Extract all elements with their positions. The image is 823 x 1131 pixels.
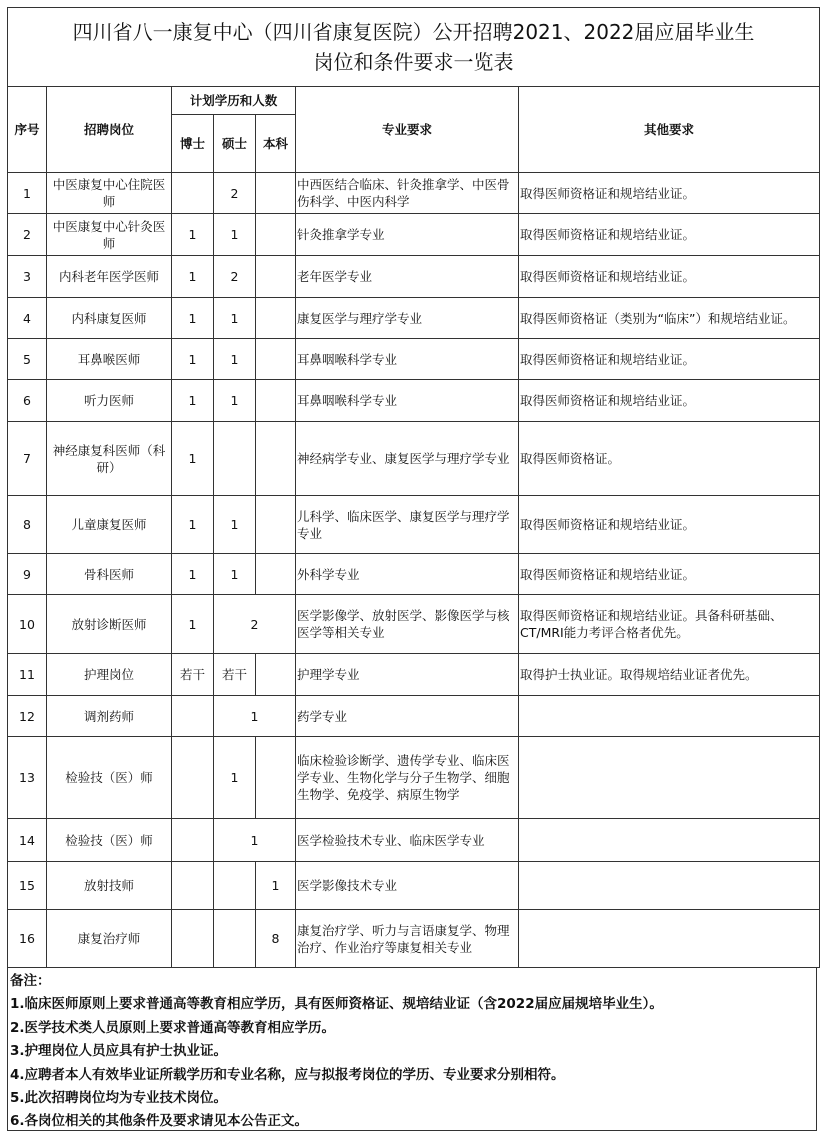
other-requirement-cell: 取得医师资格证（类别为“临床”）和规培结业证。	[519, 298, 820, 339]
master-count-cell	[214, 910, 256, 968]
position-cell: 儿童康复医师	[47, 496, 172, 554]
table-row	[8, 298, 820, 339]
header-bachelor: 本科	[256, 115, 296, 173]
position-cell: 中医康复中心住院医师	[47, 173, 172, 214]
bachelor-count-cell	[256, 422, 296, 496]
major-requirement-cell: 康复医学与理疗学专业	[296, 298, 519, 339]
row-number: 12	[8, 696, 47, 737]
bachelor-count-cell	[256, 298, 296, 339]
major-requirement-cell: 老年医学专业	[296, 256, 519, 298]
bachelor-count-cell	[256, 339, 296, 380]
bachelor-count-cell	[256, 496, 296, 554]
major-requirement-cell: 耳鼻咽喉科学专业	[296, 380, 519, 422]
major-requirement-cell: 临床检验诊断学、遗传学专业、临床医学专业、生物化学与分子生物学、细胞生物学、免疫学、病原生物学	[296, 737, 519, 819]
position-cell: 调剂药师	[47, 696, 172, 737]
table-row	[8, 595, 820, 654]
major-requirement-cell: 医学检验技术专业、临床医学专业	[296, 819, 519, 862]
row-number: 10	[8, 595, 47, 654]
major-requirement-cell: 医学影像技术专业	[296, 862, 519, 910]
note-item: 2.医学技术类人员原则上要求普通高等教育相应学历。	[10, 1019, 336, 1036]
table-row	[8, 339, 820, 380]
position-cell: 骨科医师	[47, 554, 172, 595]
position-cell: 放射技师	[47, 862, 172, 910]
major-requirement-cell: 针灸推拿学专业	[296, 214, 519, 256]
phd-count-cell: 1	[172, 214, 214, 256]
table-row	[8, 862, 820, 910]
phd-count-cell: 1	[172, 554, 214, 595]
bachelor-count-cell	[256, 173, 296, 214]
phd-count-cell: 若干	[172, 654, 214, 696]
other-requirement-cell	[519, 910, 820, 968]
phd-count-cell	[172, 862, 214, 910]
table-row	[8, 554, 820, 595]
table-row	[8, 696, 820, 737]
phd-count-cell	[172, 819, 214, 862]
position-cell: 耳鼻喉医师	[47, 339, 172, 380]
master-count-cell: 1	[214, 496, 256, 554]
title-line-1: 四川省八一康复中心（四川省康复医院）公开招聘2021、2022届应届毕业生	[72, 20, 755, 44]
other-requirement-cell: 取得医师资格证。	[519, 422, 820, 496]
major-requirement-cell: 护理学专业	[296, 654, 519, 696]
row-number: 16	[8, 910, 47, 968]
table-row	[8, 422, 820, 496]
position-cell: 康复治疗师	[47, 910, 172, 968]
notes-heading: 备注：	[10, 973, 51, 989]
other-requirement-cell: 取得医师资格证和规培结业证。	[519, 380, 820, 422]
phd-count-cell: 1	[172, 380, 214, 422]
header-plan: 计划学历和人数	[172, 87, 296, 115]
note-item: 4.应聘者本人有效毕业证所载学历和专业名称，应与拟报考岗位的学历、专业要求分别相符。	[10, 1066, 565, 1083]
major-requirement-cell: 医学影像学、放射医学、影像医学与核医学等相关专业	[296, 595, 519, 654]
row-number: 15	[8, 862, 47, 910]
row-number: 2	[8, 214, 47, 256]
bachelor-count-cell	[256, 380, 296, 422]
other-requirement-cell	[519, 862, 820, 910]
bachelor-count-cell: 8	[256, 910, 296, 968]
master-count-cell: 2	[214, 256, 256, 298]
major-requirement-cell: 外科学专业	[296, 554, 519, 595]
bachelor-count-cell	[256, 214, 296, 256]
other-requirement-cell: 取得医师资格证和规培结业证。	[519, 214, 820, 256]
table-row	[8, 910, 820, 968]
bachelor-count-cell	[256, 554, 296, 595]
recruitment-table	[7, 7, 820, 968]
master-count-cell: 1	[214, 737, 256, 819]
header-master: 硕士	[214, 115, 256, 173]
master-count-cell: 1	[214, 214, 256, 256]
phd-count-cell	[172, 910, 214, 968]
position-cell: 内科康复医师	[47, 298, 172, 339]
merged-count-cell: 2	[214, 595, 296, 654]
table-row	[8, 214, 820, 256]
row-number: 14	[8, 819, 47, 862]
table-row	[8, 173, 820, 214]
position-cell: 神经康复科医师（科研）	[47, 422, 172, 496]
table-row	[8, 654, 820, 696]
recruitment-document	[7, 7, 819, 1131]
bachelor-count-cell	[256, 256, 296, 298]
other-requirement-cell	[519, 737, 820, 819]
major-requirement-cell: 耳鼻咽喉科学专业	[296, 339, 519, 380]
phd-count-cell: 1	[172, 298, 214, 339]
phd-count-cell	[172, 737, 214, 819]
major-requirement-cell: 康复治疗学、听力与言语康复学、物理治疗、作业治疗等康复相关专业	[296, 910, 519, 968]
other-requirement-cell: 取得医师资格证和规培结业证。	[519, 496, 820, 554]
header-other: 其他要求	[519, 87, 820, 173]
note-item: 1.临床医师原则上要求普通高等教育相应学历，具有医师资格证、规培结业证（含2022届应届规培毕业生）。	[10, 996, 663, 1013]
phd-count-cell: 1	[172, 595, 214, 654]
header-position: 招聘岗位	[47, 87, 172, 173]
table-row	[8, 737, 820, 819]
position-cell: 内科老年医学医师	[47, 256, 172, 298]
major-requirement-cell: 儿科学、临床医学、康复医学与理疗学专业	[296, 496, 519, 554]
title-line-2: 岗位和条件要求一览表	[313, 50, 514, 74]
notes-section	[7, 968, 817, 1131]
position-cell: 听力医师	[47, 380, 172, 422]
row-number: 11	[8, 654, 47, 696]
note-item: 5.此次招聘岗位均为专业技术岗位。	[10, 1090, 228, 1107]
header-seq: 序号	[8, 87, 47, 173]
header-phd: 博士	[172, 115, 214, 173]
major-requirement-cell: 神经病学专业、康复医学与理疗学专业	[296, 422, 519, 496]
master-count-cell	[214, 862, 256, 910]
master-count-cell: 1	[214, 298, 256, 339]
row-number: 13	[8, 737, 47, 819]
table-body	[8, 173, 820, 968]
table-row	[8, 496, 820, 554]
master-count-cell: 1	[214, 380, 256, 422]
major-requirement-cell: 药学专业	[296, 696, 519, 737]
other-requirement-cell	[519, 819, 820, 862]
table-row	[8, 256, 820, 298]
other-requirement-cell: 取得医师资格证和规培结业证。	[519, 339, 820, 380]
major-requirement-cell: 中西医结合临床、针灸推拿学、中医骨伤科学、中医内科学	[296, 173, 519, 214]
master-count-cell	[214, 422, 256, 496]
master-count-cell: 若干	[214, 654, 256, 696]
row-number: 6	[8, 380, 47, 422]
bachelor-count-cell: 1	[256, 862, 296, 910]
header-major: 专业要求	[296, 87, 519, 173]
master-count-cell: 1	[214, 339, 256, 380]
note-item: 6.各岗位相关的其他条件及要求请见本公告正文。	[10, 1113, 309, 1130]
merged-count-cell: 1	[214, 819, 296, 862]
phd-count-cell: 1	[172, 339, 214, 380]
position-cell: 检验技（医）师	[47, 737, 172, 819]
bachelor-count-cell	[256, 737, 296, 819]
other-requirement-cell: 取得医师资格证和规培结业证。	[519, 554, 820, 595]
row-number: 4	[8, 298, 47, 339]
master-count-cell: 2	[214, 173, 256, 214]
other-requirement-cell: 取得医师资格证和规培结业证。	[519, 256, 820, 298]
other-requirement-cell: 取得医师资格证和规培结业证。具备科研基础、CT/MRI能力考评合格者优先。	[519, 595, 820, 654]
note-item: 3.护理岗位人员应具有护士执业证。	[10, 1043, 228, 1060]
position-cell: 放射诊断医师	[47, 595, 172, 654]
row-number: 7	[8, 422, 47, 496]
position-cell: 检验技（医）师	[47, 819, 172, 862]
table-row	[8, 380, 820, 422]
phd-count-cell: 1	[172, 496, 214, 554]
phd-count-cell	[172, 173, 214, 214]
other-requirement-cell	[519, 696, 820, 737]
phd-count-cell	[172, 696, 214, 737]
row-number: 3	[8, 256, 47, 298]
phd-count-cell: 1	[172, 422, 214, 496]
row-number: 8	[8, 496, 47, 554]
position-cell: 护理岗位	[47, 654, 172, 696]
bachelor-count-cell	[256, 654, 296, 696]
row-number: 9	[8, 554, 47, 595]
document-title	[8, 8, 820, 87]
other-requirement-cell: 取得护士执业证。取得规培结业证者优先。	[519, 654, 820, 696]
master-count-cell: 1	[214, 554, 256, 595]
table-row	[8, 819, 820, 862]
position-cell: 中医康复中心针灸医师	[47, 214, 172, 256]
other-requirement-cell: 取得医师资格证和规培结业证。	[519, 173, 820, 214]
row-number: 5	[8, 339, 47, 380]
phd-count-cell: 1	[172, 256, 214, 298]
merged-count-cell: 1	[214, 696, 296, 737]
row-number: 1	[8, 173, 47, 214]
